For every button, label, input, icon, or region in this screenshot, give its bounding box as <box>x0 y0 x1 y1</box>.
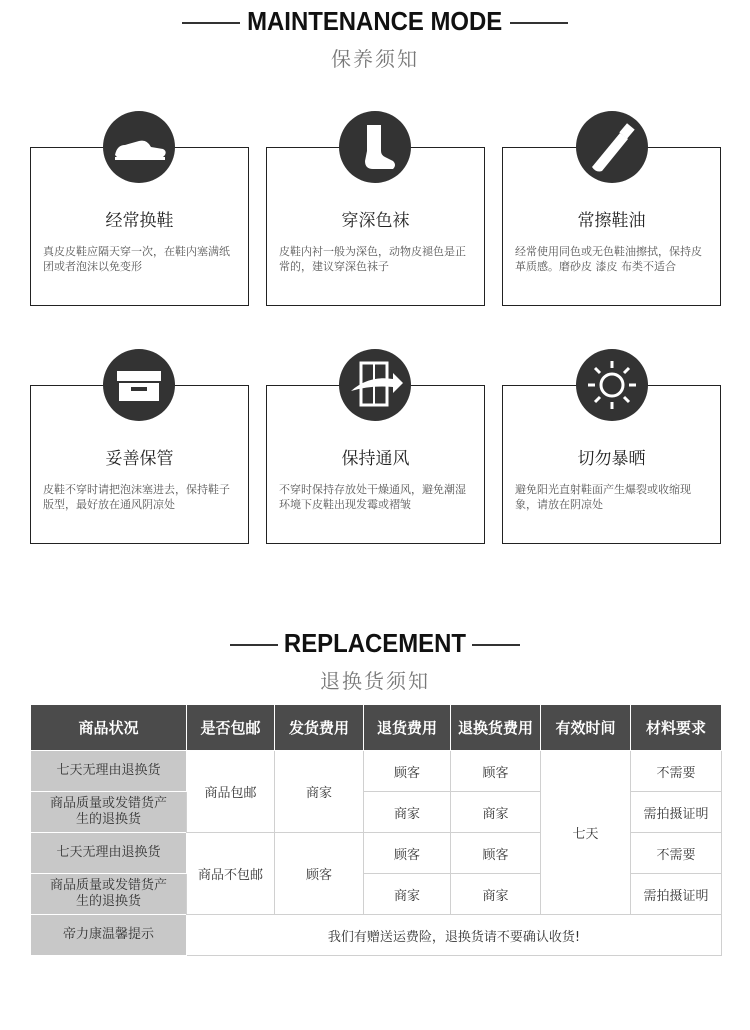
return-fee-cell: 顾客 <box>364 751 451 792</box>
exchange-fee-cell: 顾客 <box>451 833 541 874</box>
care-card-title: 切勿暴晒 <box>577 449 646 469</box>
maintenance-title-en: MAINTENANCE MODE <box>247 6 503 36</box>
replacement-title-cn: 退换货须知 <box>320 669 430 693</box>
table-header: 是否包邮 <box>187 705 275 751</box>
material-cell: 需拍摄证明 <box>631 874 722 915</box>
polish-tube-icon <box>576 111 648 183</box>
box-icon <box>103 349 175 421</box>
header-rule-right <box>472 644 520 646</box>
exchange-fee-cell: 商家 <box>451 874 541 915</box>
replacement-header <box>0 628 750 694</box>
table-header: 有效时间 <box>541 705 631 751</box>
care-card-desc: 皮鞋不穿时请把泡沫塞进去，保持鞋子版型，最好放在通风阴凉处 <box>43 483 230 511</box>
material-cell: 不需要 <box>631 751 722 792</box>
care-card-desc: 经常使用同色或无色鞋油擦拭，保持皮革质感。磨砂皮 漆皮 布类不适合 <box>515 245 702 273</box>
table-row <box>31 751 722 792</box>
care-card-desc: 皮鞋内衬一般为深色，动物皮褪色是正常的，建议穿深色袜子 <box>279 245 466 273</box>
shoe-icon <box>103 111 175 183</box>
return-fee-cell: 商家 <box>364 792 451 833</box>
return-fee-cell: 顾客 <box>364 833 451 874</box>
window-airflow-icon <box>339 349 411 421</box>
valid-time-cell: 七天 <box>541 751 631 915</box>
table-header: 退换货费用 <box>451 705 541 751</box>
row-label: 商品质量或发错货产生的退换货 <box>31 874 187 915</box>
exchange-fee-cell: 顾客 <box>451 751 541 792</box>
table-header: 发货费用 <box>275 705 364 751</box>
row-label: 七天无理由退换货 <box>31 751 187 792</box>
free-shipping-cell: 商品包邮 <box>187 751 275 833</box>
shipping-fee-cell: 顾客 <box>275 833 364 915</box>
care-card-title: 常擦鞋油 <box>577 211 646 231</box>
maintenance-header <box>0 6 750 72</box>
care-card-title: 妥善保管 <box>105 449 174 469</box>
header-rule-left <box>182 22 240 24</box>
material-cell: 不需要 <box>631 833 722 874</box>
shipping-fee-cell: 商家 <box>275 751 364 833</box>
header-rule-right <box>510 22 568 24</box>
exchange-fee-cell: 商家 <box>451 792 541 833</box>
sock-icon <box>339 111 411 183</box>
care-card-title: 保持通风 <box>341 449 410 469</box>
material-cell: 需拍摄证明 <box>631 792 722 833</box>
table-header: 材料要求 <box>631 705 722 751</box>
header-rule-left <box>230 644 278 646</box>
care-card-desc: 不穿时保持存放处干燥通风，避免潮湿环境下皮鞋出现发霉或褶皱 <box>279 483 466 511</box>
row-label: 商品质量或发错货产生的退换货 <box>31 792 187 833</box>
return-fee-cell: 商家 <box>364 874 451 915</box>
table-footer-row <box>31 915 722 956</box>
table-header-row <box>31 705 722 751</box>
row-label: 七天无理由退换货 <box>31 833 187 874</box>
care-card-title: 穿深色袜 <box>341 211 410 231</box>
free-shipping-cell: 商品不包邮 <box>187 833 275 915</box>
footer-notice: 我们有赠送运费险，退换货请不要确认收货! <box>187 915 722 956</box>
maintenance-title-cn: 保养须知 <box>331 47 419 71</box>
return-policy-table <box>30 704 722 956</box>
care-card-title: 经常换鞋 <box>105 211 174 231</box>
replacement-title-en: REPLACEMENT <box>283 628 467 658</box>
care-card-desc: 避免阳光直射鞋面产生爆裂或收缩现象，请放在阴凉处 <box>515 483 691 511</box>
care-card-desc: 真皮皮鞋应隔天穿一次，在鞋内塞满纸团或者泡沫以免变形 <box>43 245 230 273</box>
table-header: 商品状况 <box>31 705 187 751</box>
footer-label: 帝力康温馨提示 <box>31 915 187 956</box>
table-header: 退货费用 <box>364 705 451 751</box>
sun-icon <box>576 349 648 421</box>
